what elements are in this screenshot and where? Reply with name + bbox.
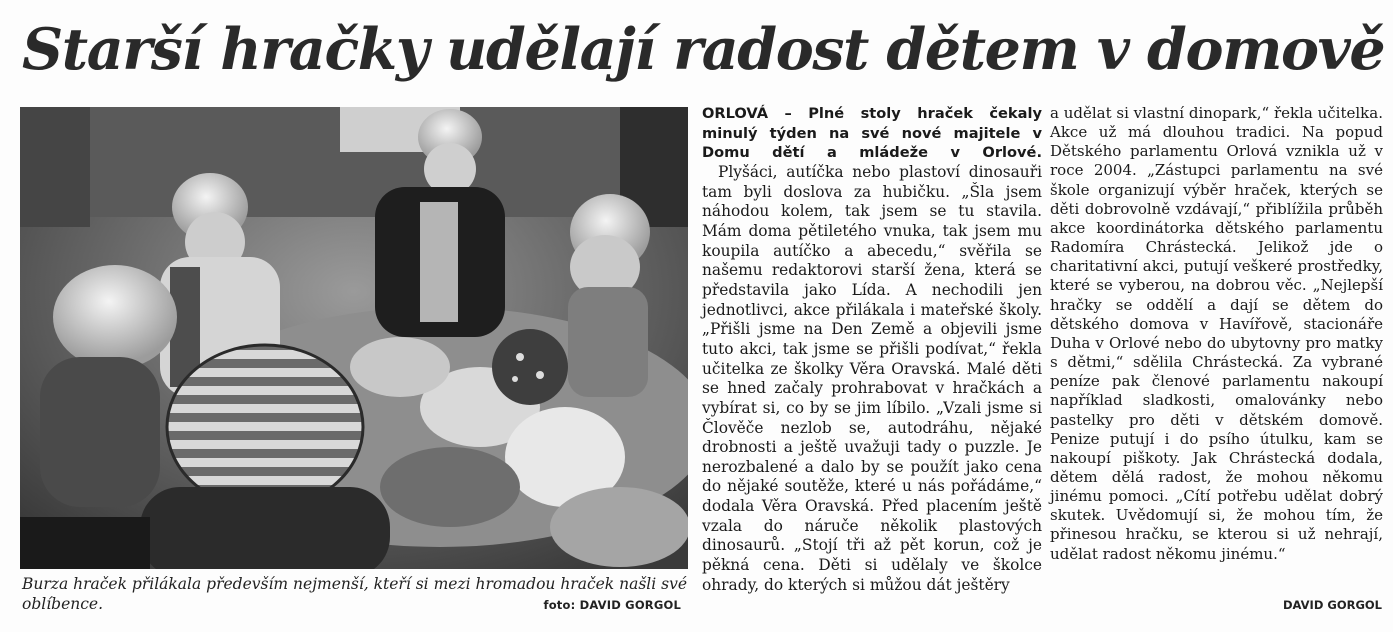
photo-caption: Burza hraček přilákala především nejmenší, kteří si mezi hromadou hraček našli své oblíbence. (22, 575, 688, 613)
article-column-2 (1050, 104, 1383, 564)
photo-credit: foto: DAVID GORGOL (543, 598, 681, 612)
article-body-1: Plyšáci, autíčka nebo plastoví dinosauři tam byli doslova za hubičku. „Šla jsem náhodou kolem, tak jsem se tu stavila. Mám doma pětiletého vnuka, tak jsem mu koupila autíčko a abecedu,“ svěřila se našemu redaktorovi starší žena, která se představila jako Lída. A nechodili jen jednotlivci, akce přilákala i mateřské školy. „Přišli jsme na Den Země a objevili jsme tuto akci, tak jsme se přišli podívat,“ řekla učitelka ze školky Věra Oravská. Malé děti se hned začaly prohrabovat v hračkách a vybírat si, co by se jim líbilo. „Vzali jsme si Člověče nezlob se, autodráhu, nějaké drobnosti a ještě uvažuji tady o puzzle. Je nerozbalené a dalo by se použít jako cena do nějaké soutěže, které u nás pořádáme,“ dodala Věra Oravská. Před placením ještě vzala do náruče několik plastových dinosaurů. „Stojí tři až pět korun, což je pěkná cena. Děti si udělaly ve školce ohrady, do kterých si můžou dát ještěry (702, 162, 1042, 594)
article-author: DAVID GORGOL (1282, 598, 1382, 612)
article-body-2: a udělat si vlastní dinopark,“ řekla učitelka. Akce už má dlouhou tradici. Na popud Dětského parlamentu Orlová vznikla už v roce 2004. „Zástupci parlamentu na své škole organizují výběr hraček, kterých se děti dobrovolně vzdávají,“ přiblížila průběh akce koordinátorka dětského parlamentu Radomíra Chrástecká. Jelikož jde o charitativní akci, putují veškeré prostředky, které se vyberou, na dobrou věc. „Nejlepší hračky se oddělí a dají se dětem do dětského domova v Havířově, stacionáře Duha v Orlové nebo do ubytovny pro matky s dětmi,“ sdělila Chrástecká. Za vybrané peníze pak členové parlamentu nakoupí například sladkosti, omalovánky nebo pastelky pro děti v dětském domově. Penize putují i do psího útulku, kam se nakoupí piškoty. Jak Chrástecká dodala, dětem dělá radost, že mohou někomu jinému pomoci. „Cítí potřebu udělat dobrý skutek. Uvědomují si, že mohou tím, že přinesou hračku, se kterou si už nehrají, udělat radost někomu jinému.“ (1050, 104, 1383, 563)
headline: Starší hračky udělají radost dětem v domově (22, 16, 1385, 83)
article-photo (20, 107, 688, 569)
article-lead: ORLOVÁ – Plné stoly hraček čekaly minulý týden na své nové majitele v Domu dětí a mládeže v Orlové. (702, 105, 1042, 162)
article-column-1 (702, 104, 1042, 595)
